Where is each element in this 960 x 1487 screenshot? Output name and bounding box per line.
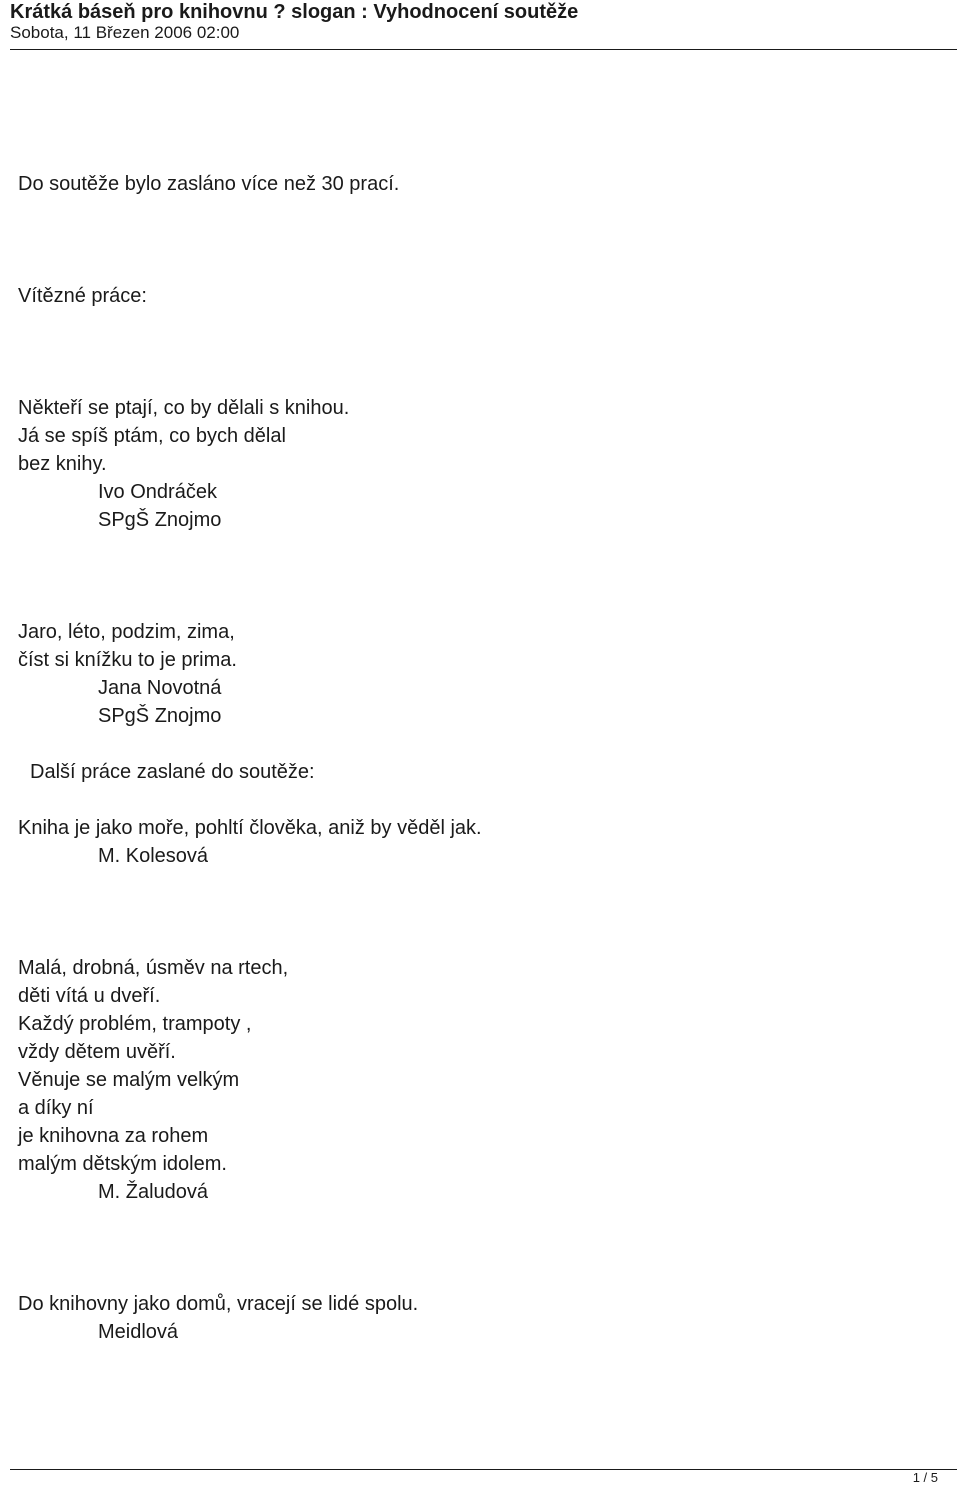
header-divider: [10, 49, 957, 50]
page-number: 1 / 5: [912, 1470, 938, 1485]
poem-line: Jaro, léto, podzim, zima,: [18, 621, 235, 643]
poem-line: Věnuje se malým velkým: [18, 1069, 240, 1091]
poem-line: a díky ní: [18, 1097, 94, 1119]
poem-school: SPgŠ Znojmo: [98, 509, 222, 531]
poem-line: Každý problém, trampoty ,: [18, 1013, 252, 1035]
poem-line: malým dětským idolem.: [18, 1153, 227, 1175]
poem-author: Jana Novotná: [98, 677, 222, 699]
poem-line: Kniha je jako moře, pohltí člověka, aniž by věděl jak.: [18, 817, 482, 839]
page-title: Krátká báseň pro knihovnu ? slogan : Vyhodnocení soutěže: [10, 1, 579, 23]
poem-line: Malá, drobná, úsměv na rtech,: [18, 957, 289, 979]
winners-heading: Vítězné práce:: [18, 285, 147, 307]
poem-line: číst si knížku to je prima.: [18, 649, 237, 671]
poem-school: SPgŠ Znojmo: [98, 705, 222, 727]
others-heading: Další práce zaslané do soutěže:: [30, 761, 315, 783]
footer-divider: [10, 1469, 957, 1470]
poem-line: je knihovna za rohem: [18, 1125, 209, 1147]
poem-author: M. Žaludová: [98, 1181, 209, 1203]
poem-author: M. Kolesová: [98, 845, 209, 867]
poem-author: Ivo Ondráček: [98, 481, 217, 503]
poem-line: bez knihy.: [18, 453, 107, 475]
poem-author: Meidlová: [98, 1321, 179, 1343]
poem-line: Někteří se ptají, co by dělali s knihou.: [18, 397, 350, 419]
poem-line: Do knihovny jako domů, vracejí se lidé spolu.: [18, 1293, 419, 1315]
poem-line: Já se spíš ptám, co bych dělal: [18, 425, 286, 447]
poem-line: děti vítá u dveří.: [18, 985, 161, 1007]
intro-text: Do soutěže bylo zasláno více než 30 prací.: [18, 173, 400, 195]
poem-line: vždy dětem uvěří.: [18, 1041, 176, 1063]
publish-date: Sobota, 11 Březen 2006 02:00: [10, 23, 240, 42]
